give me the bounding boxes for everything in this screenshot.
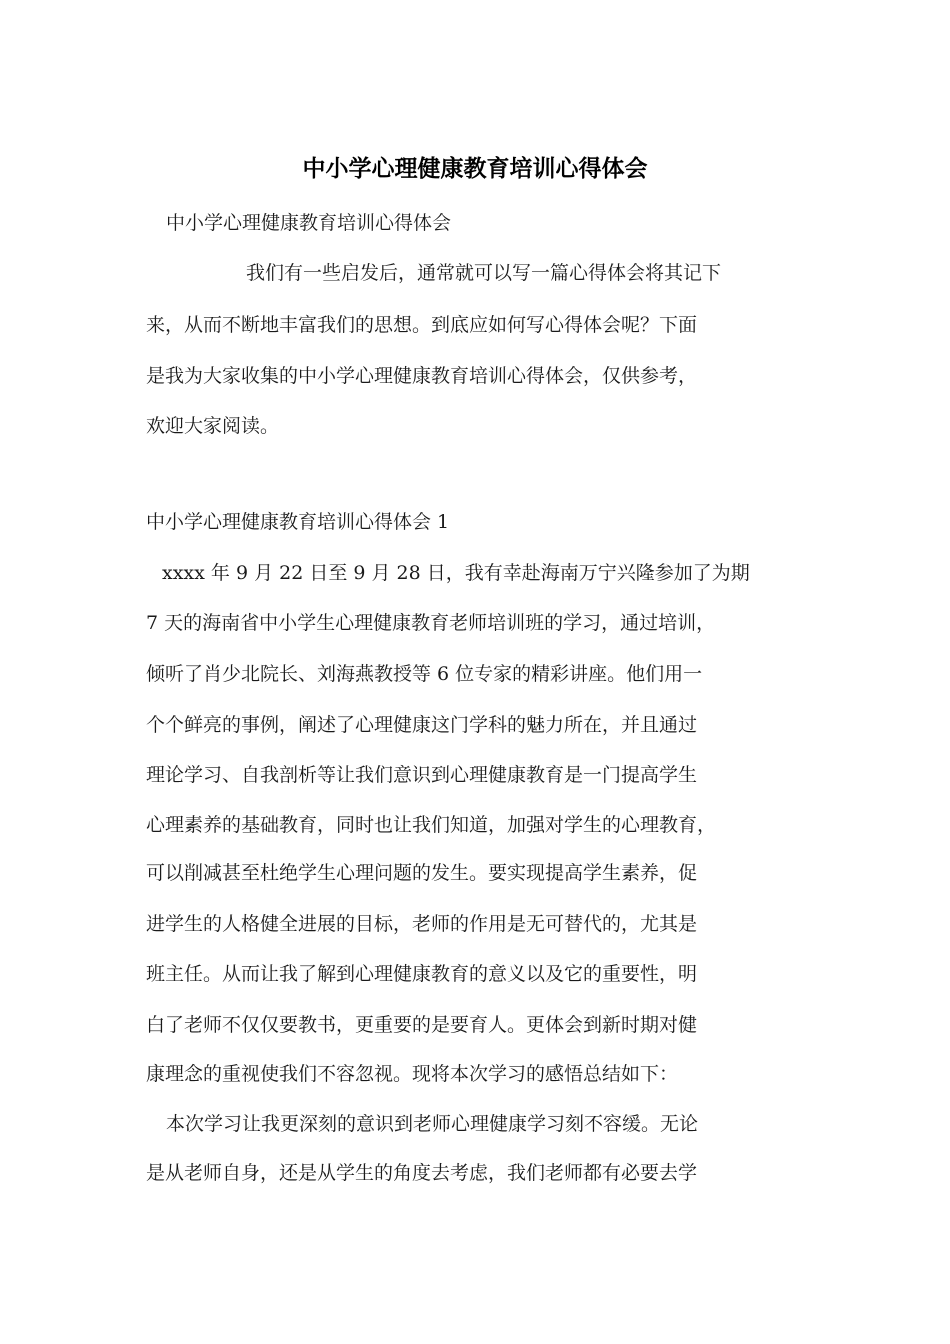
paragraph-line: 康理念的重视使我们不容忽视。现将本次学习的感悟总结如下： xyxy=(146,1063,679,1085)
document-subtitle: 中小学心理健康教育培训心得体会 xyxy=(166,212,452,234)
section-heading: 中小学心理健康教育培训心得体会 1 xyxy=(146,511,450,533)
intro-line: 欢迎大家阅读。 xyxy=(146,415,280,437)
paragraph-line: 进学生的人格健全进展的目标，老师的作用是无可替代的，尤其是 xyxy=(146,913,698,935)
document-title: 中小学心理健康教育培训心得体会 xyxy=(302,156,648,182)
paragraph-line: 是从老师自身，还是从学生的角度去考虑，我们老师都有必要去学 xyxy=(146,1162,698,1184)
intro-line: 我们有一些启发后，通常就可以写一篇心得体会将其记下 xyxy=(246,262,722,284)
paragraph-line: 倾听了肖少北院长、刘海燕教授等 6 位专家的精彩讲座。他们用一 xyxy=(146,663,703,685)
paragraph-line: 理论学习、自我剖析等让我们意识到心理健康教育是一门提高学生 xyxy=(146,764,698,786)
paragraph-line: 7 天的海南省中小学生心理健康教育老师培训班的学习，通过培训， xyxy=(146,612,716,634)
paragraph-line: 个个鲜亮的事例，阐述了心理健康这门学科的魅力所在，并且通过 xyxy=(146,714,698,736)
paragraph-line: 班主任。从而让我了解到心理健康教育的意义以及它的重要性，明 xyxy=(146,963,698,985)
intro-line: 来，从而不断地丰富我们的思想。到底应如何写心得体会呢？下面 xyxy=(146,314,698,336)
paragraph-line: 本次学习让我更深刻的意识到老师心理健康学习刻不容缓。无论 xyxy=(166,1113,699,1135)
paragraph-line: 可以削减甚至杜绝学生心理问题的发生。要实现提高学生素养，促 xyxy=(146,862,698,884)
paragraph-line: 白了老师不仅仅要教书，更重要的是要育人。更体会到新时期对健 xyxy=(146,1014,698,1036)
paragraph-line: xxxx 年 9 月 22 日至 9 月 28 日，我有幸赴海南万宁兴隆参加了为期 xyxy=(162,562,750,584)
paragraph-line: 心理素养的基础教育，同时也让我们知道，加强对学生的心理教育， xyxy=(146,814,717,836)
intro-line: 是我为大家收集的中小学心理健康教育培训心得体会，仅供参考， xyxy=(146,365,698,387)
